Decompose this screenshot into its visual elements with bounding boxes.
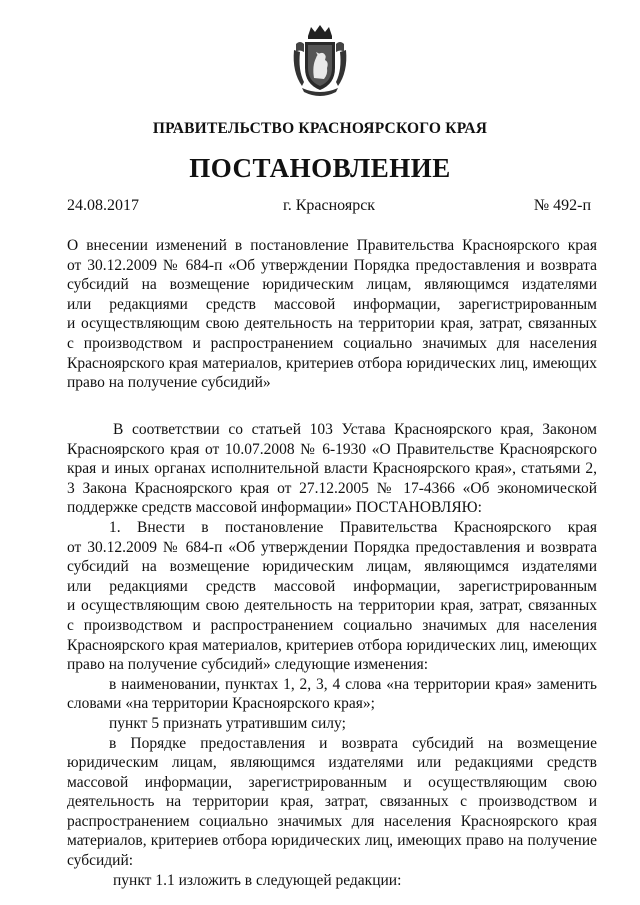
subject-line: и осуществляющим свою деятельность на территории края, затрат, связанных: [67, 315, 597, 333]
body-line: В соответствии со статьей 103 Устава Красноярского края, Законом: [113, 421, 597, 438]
body-line: юридическим лицам, являющимся издателями или редакциями средств: [67, 754, 597, 772]
document-type-title: ПОСТАНОВЛЕНИЕ: [189, 153, 451, 183]
subject-line: с производством и распространением социально значимых для населения: [67, 334, 597, 352]
body-line: 3 Закона Красноярского края от 27.12.2005 № 17-4366 «Об экономической: [67, 479, 597, 497]
body-line: материалов, критериев отбора юридических лиц, имеющих право на получение: [67, 832, 597, 850]
body-line: Красноярского края от 10.07.2008 № 6-1930 «О Правительстве Красноярского: [67, 440, 597, 458]
body-line: Красноярского края материалов, критериев отбора юридических лиц, имеющих: [67, 636, 597, 654]
body-line: пункт 1.1 изложить в следующей редакции:: [113, 871, 402, 889]
body-line: субсидий на возмещение юридическим лицам, являющимся издателями: [67, 558, 597, 576]
body-line: деятельность на территории края, затрат, связанных с производством и: [67, 793, 597, 811]
document-subject: [67, 236, 597, 393]
subject-line: О внесении изменений в постановление Правительства Красноярского края: [67, 237, 597, 254]
document-date: 24.08.2017: [67, 197, 139, 214]
body-line: от 30.12.2009 № 684-п «Об утверждении Порядка предоставления и возврата: [67, 538, 597, 556]
body-line: края и иных органах исполнительной власти Красноярского края», статьями 2,: [67, 460, 597, 478]
body-line: словами «на территории Красноярского края»;: [67, 695, 375, 713]
body-line: поддержке средств массовой информации» ПОСТАНОВЛЯЮ:: [67, 499, 482, 517]
body-line: субсидий:: [67, 852, 134, 870]
document-city: г. Красноярск: [282, 197, 376, 214]
body-line: право на получение субсидий» следующие изменения:: [67, 656, 429, 674]
body-line: пункт 5 признать утратившим силу;: [109, 714, 346, 732]
body-line: в наименовании, пунктах 1, 2, 3, 4 слова «на территории края» заменить: [109, 675, 597, 693]
body-line: с производством и распространением социально значимых для населения: [67, 616, 597, 634]
subject-line: или редакциями средств массовой информации, зарегистрированным: [67, 295, 597, 313]
coat-of-arms-emblem: [290, 22, 350, 100]
body-line: и осуществляющим свою деятельность на территории края, затрат, связанных: [67, 597, 597, 615]
body-line: 1. Внести в постановление Правительства Красноярского края: [109, 518, 597, 536]
government-title: ПРАВИТЕЛЬСТВО КРАСНОЯРСКОГО КРАЯ: [152, 120, 488, 137]
subject-line: от 30.12.2009 № 684-п «Об утверждении Порядка предоставления и возврата: [67, 256, 597, 274]
document-body: [67, 420, 597, 890]
body-line: массовой информации, зарегистрированным и осуществляющим свою: [67, 773, 597, 791]
body-line: или редакциями средств массовой информации, зарегистрированным: [67, 577, 597, 595]
body-line: распространением социально значимых для населения Красноярского края: [67, 812, 597, 830]
body-line: в Порядке предоставления и возврата субсидий на возмещение: [109, 734, 597, 752]
document-meta-row: [67, 197, 591, 217]
subject-line: субсидий на возмещение юридическим лицам, являющимся издателями: [67, 276, 597, 294]
document-number: № 492-п: [533, 197, 591, 214]
subject-line: Красноярского края материалов, критериев отбора юридических лиц, имеющих: [67, 354, 597, 372]
subject-line: право на получение субсидий»: [67, 374, 271, 392]
